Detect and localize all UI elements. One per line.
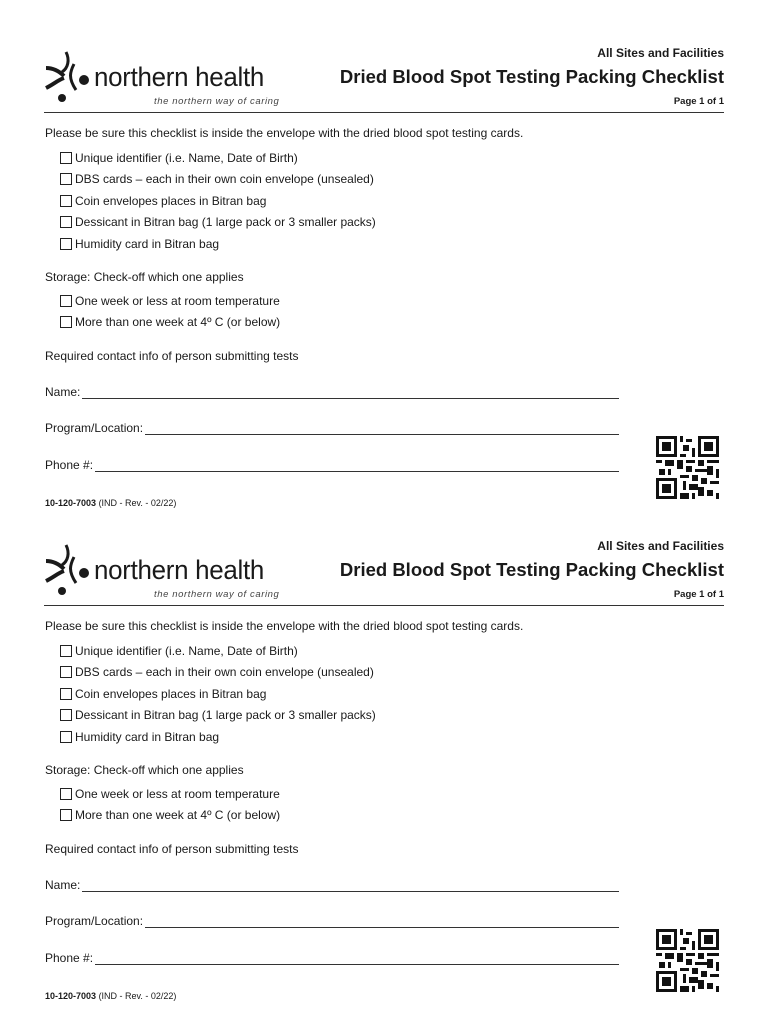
storage-option-label: One week or less at room temperature	[75, 293, 280, 308]
logo-name: northern health	[94, 555, 265, 585]
phone-input-line[interactable]	[95, 952, 619, 965]
header-divider	[44, 112, 724, 113]
checkbox[interactable]	[60, 666, 72, 678]
checkbox[interactable]	[60, 316, 72, 328]
storage-options	[60, 783, 280, 826]
checklist-item[interactable]	[60, 212, 376, 234]
checklist-item[interactable]	[60, 169, 376, 191]
contact-label: Required contact info of person submitting tests	[45, 842, 299, 856]
storage-label: Storage: Check-off which one applies	[45, 270, 244, 284]
form-revision: (IND - Rev. - 02/22)	[98, 991, 177, 1001]
program-location-field[interactable]	[45, 914, 619, 928]
storage-label: Storage: Check-off which one applies	[45, 763, 244, 777]
checklist-item[interactable]	[60, 233, 376, 255]
checkbox[interactable]	[60, 688, 72, 700]
checklist-item[interactable]	[60, 662, 376, 684]
phone-field[interactable]	[45, 951, 619, 965]
form-number-code: 10-120-7003	[45, 498, 97, 508]
checklist	[60, 147, 376, 255]
page-number: Page 1 of 1	[673, 96, 724, 107]
storage-option-label: More than one week at 4º C (or below)	[75, 808, 281, 823]
program-location-label: Program/Location:	[45, 914, 144, 928]
form-title: Dried Blood Spot Testing Packing Checklist	[339, 66, 724, 87]
checkbox[interactable]	[60, 216, 72, 228]
checkbox[interactable]	[60, 645, 72, 657]
checklist-item[interactable]	[60, 705, 376, 727]
northern-health-logo	[44, 543, 284, 603]
form-number	[45, 498, 176, 508]
checklist-item[interactable]	[60, 640, 376, 662]
storage-option[interactable]	[60, 805, 280, 827]
program-location-label: Program/Location:	[45, 421, 144, 435]
program-location-input-line[interactable]	[145, 915, 619, 928]
checkbox[interactable]	[60, 238, 72, 250]
checkbox[interactable]	[60, 173, 72, 185]
checkbox[interactable]	[60, 195, 72, 207]
northern-health-logo	[44, 50, 284, 110]
name-input-line[interactable]	[82, 879, 619, 892]
storage-option[interactable]	[60, 290, 280, 312]
form-title: Dried Blood Spot Testing Packing Checklist	[339, 559, 724, 580]
storage-options	[60, 290, 280, 333]
checkbox[interactable]	[60, 709, 72, 721]
phone-input-line[interactable]	[95, 459, 619, 472]
checklist-item[interactable]	[60, 147, 376, 169]
form-number-code: 10-120-7003	[45, 991, 97, 1001]
checklist-item[interactable]	[60, 683, 376, 705]
qr-code-icon	[656, 929, 719, 992]
checkbox[interactable]	[60, 295, 72, 307]
checklist	[60, 640, 376, 748]
checklist-item-label: Humidity card in Bitran bag	[75, 236, 220, 251]
checklist-item-label: Humidity card in Bitran bag	[75, 729, 220, 744]
northern-health-figure-icon	[44, 543, 90, 599]
checklist-item-label: Coin envelopes places in Bitran bag	[75, 193, 267, 208]
checkbox[interactable]	[60, 731, 72, 743]
storage-option-label: More than one week at 4º C (or below)	[75, 315, 281, 330]
checkbox[interactable]	[60, 152, 72, 164]
program-location-field[interactable]	[45, 421, 619, 435]
page-number: Page 1 of 1	[673, 589, 724, 600]
sites-label: All Sites and Facilities	[597, 46, 724, 60]
checklist-item-label: Coin envelopes places in Bitran bag	[75, 686, 267, 701]
intro-text: Please be sure this checklist is inside the envelope with the dried blood spot testing cards.	[45, 126, 524, 140]
storage-option[interactable]	[60, 783, 280, 805]
sites-label: All Sites and Facilities	[597, 539, 724, 553]
checklist-item-label: DBS cards – each in their own coin envelope (unsealed)	[75, 172, 374, 187]
contact-label: Required contact info of person submitting tests	[45, 349, 299, 363]
checklist-item-label: Unique identifier (i.e. Name, Date of Birth)	[75, 150, 298, 165]
logo-name: northern health	[94, 62, 265, 92]
name-field[interactable]	[45, 878, 619, 892]
phone-field[interactable]	[45, 458, 619, 472]
storage-option[interactable]	[60, 312, 280, 334]
checklist-item-label: DBS cards – each in their own coin envelope (unsealed)	[75, 665, 374, 680]
checkbox[interactable]	[60, 809, 72, 821]
qr-code-icon	[656, 436, 719, 499]
phone-label: Phone #:	[45, 458, 94, 472]
checklist-item-label: Unique identifier (i.e. Name, Date of Birth)	[75, 643, 298, 658]
checklist-form	[0, 539, 770, 1019]
northern-health-figure-icon	[44, 50, 90, 106]
phone-label: Phone #:	[45, 951, 94, 965]
logo-tagline: the northern way of caring	[154, 589, 280, 600]
checklist-item-label: Dessicant in Bitran bag (1 large pack or 3 smaller packs)	[75, 215, 376, 230]
checklist-item[interactable]	[60, 190, 376, 212]
name-field[interactable]	[45, 385, 619, 399]
logo-tagline: the northern way of caring	[154, 96, 280, 107]
header-divider	[44, 605, 724, 606]
name-input-line[interactable]	[82, 386, 619, 399]
checklist-item-label: Dessicant in Bitran bag (1 large pack or 3 smaller packs)	[75, 708, 376, 723]
name-label: Name:	[45, 878, 81, 892]
checklist-item[interactable]	[60, 726, 376, 748]
intro-text: Please be sure this checklist is inside the envelope with the dried blood spot testing cards.	[45, 619, 524, 633]
checklist-form	[0, 46, 770, 526]
checkbox[interactable]	[60, 788, 72, 800]
form-number	[45, 991, 176, 1001]
name-label: Name:	[45, 385, 81, 399]
storage-option-label: One week or less at room temperature	[75, 786, 280, 801]
program-location-input-line[interactable]	[145, 422, 619, 435]
form-revision: (IND - Rev. - 02/22)	[98, 498, 177, 508]
